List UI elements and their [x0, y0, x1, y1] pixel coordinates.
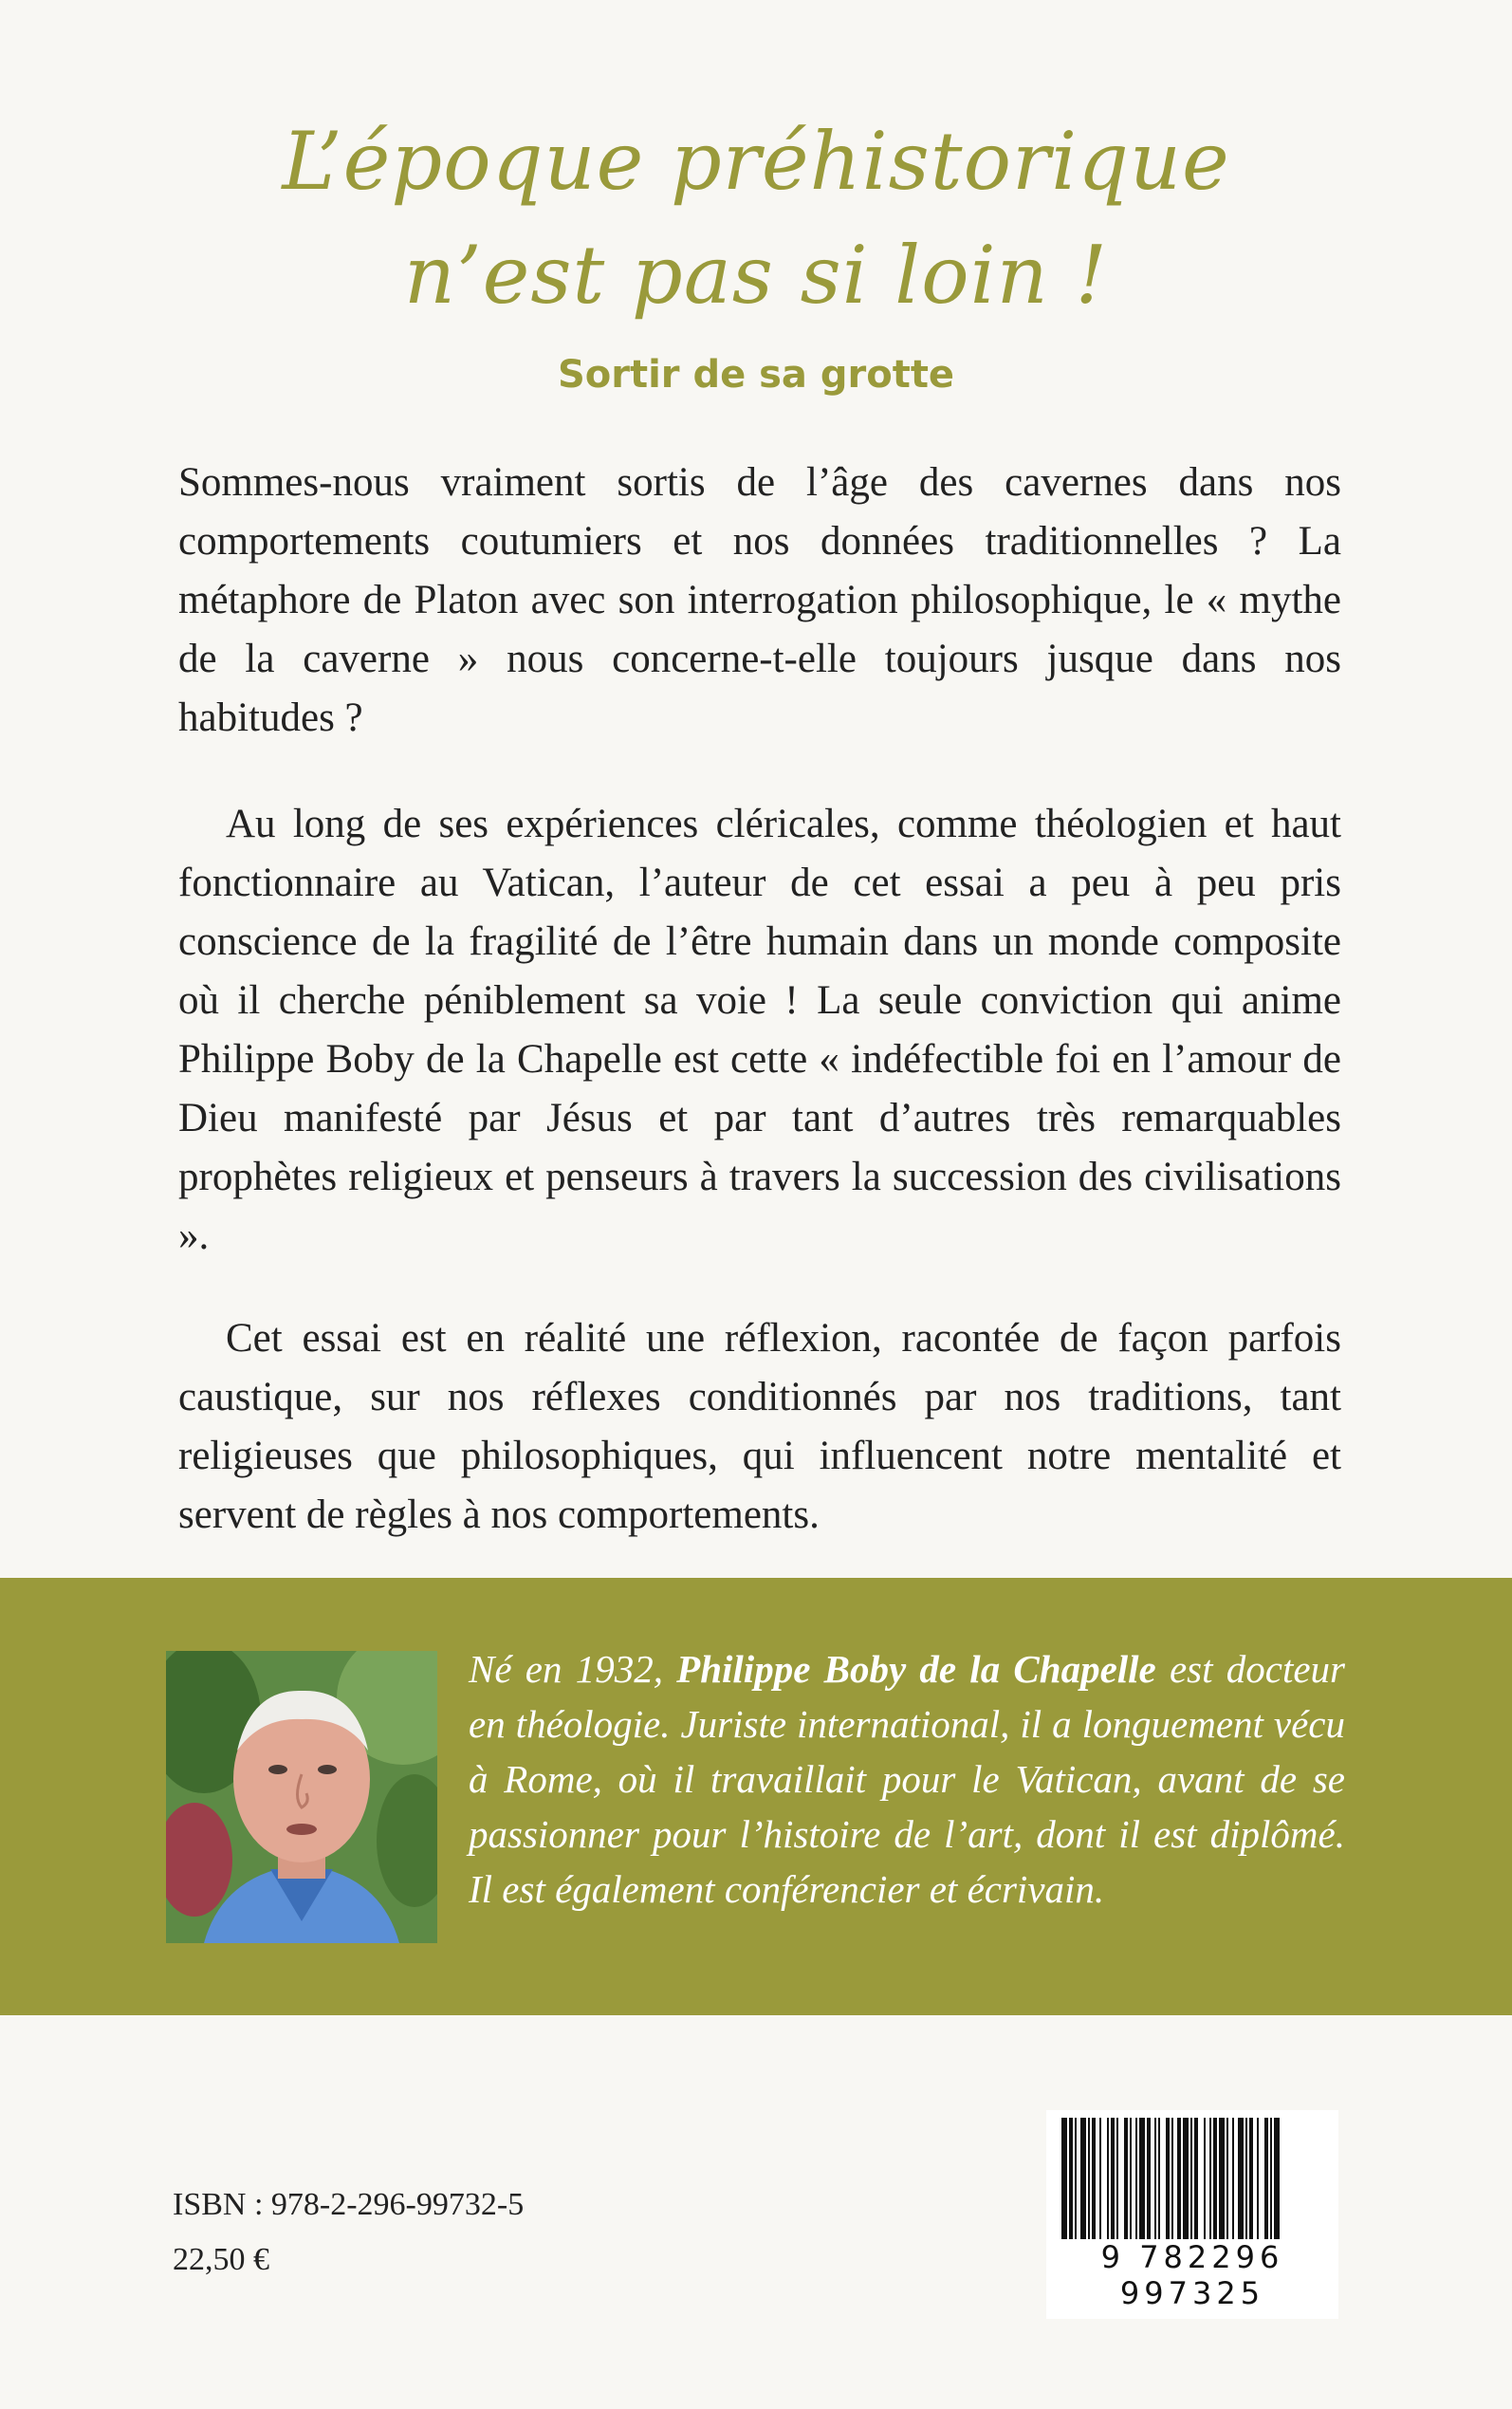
barcode-bar	[1171, 2118, 1173, 2239]
book-subtitle: Sortir de sa grotte	[557, 353, 955, 397]
barcode-bar	[1116, 2118, 1118, 2239]
barcode-bar	[1061, 2118, 1067, 2239]
barcode-bar	[1183, 2118, 1189, 2239]
barcode-bar	[1092, 2118, 1096, 2239]
author-name: Philippe Boby de la Chapelle	[676, 1647, 1156, 1691]
bio-rest: est docteur en théologie. Juriste international, il a longuement vécu à Rome, où il travaillait pour le Vatican, avant de se passionner pour l’histoire de l’art, dont il est diplômé. Il est également conférencier et écrivain.	[469, 1647, 1345, 1911]
barcode-bar	[1088, 2118, 1090, 2239]
author-photo	[166, 1651, 437, 1943]
barcode-bar	[1204, 2118, 1206, 2239]
bio-intro: Né en 1932,	[469, 1647, 677, 1691]
barcode-bar	[1166, 2118, 1170, 2239]
author-portrait-image	[166, 1651, 437, 1943]
barcode-bar	[1124, 2118, 1128, 2239]
title-line-2: n’est pas si loin !	[403, 229, 1109, 322]
barcode-bar	[1107, 2118, 1109, 2239]
barcode-bar	[1274, 2118, 1280, 2239]
barcode-bar	[1135, 2118, 1137, 2239]
barcode-bar	[1264, 2118, 1268, 2239]
book-title	[0, 104, 1512, 332]
blurb-paragraph-3: Cet essai est en réalité une réflexion, racontée de façon parfois caustique, sur nos réflexes conditionnés par nos traditions, tant religieuses que philosophiques, qui influencent notre mentalité et servent de règles à nos comportements.	[178, 1316, 1341, 1537]
barcode-bar	[1219, 2118, 1225, 2239]
barcode-bar	[1139, 2118, 1145, 2239]
barcode-bar	[1154, 2118, 1156, 2239]
blurb-paragraph-1: Sommes-nous vraiment sortis de l’âge des cavernes dans nos comportements coutumiers et nos données traditionnelles ? La métaphore de Platon avec son interrogation philosophique, le « mythe de la caverne » nous concerne-t-elle toujours jusque dans nos habitudes ?	[178, 460, 1341, 740]
barcode-bar	[1111, 2118, 1115, 2239]
barcode-bar	[1080, 2118, 1086, 2239]
barcode-bar	[1257, 2118, 1259, 2239]
barcode-digits: 9 782296 997325	[1100, 2239, 1284, 2311]
price-label: 22,50 €	[173, 2242, 269, 2277]
barcode-bar	[1177, 2118, 1181, 2239]
barcode-bar	[1075, 2118, 1077, 2239]
barcode-bar	[1099, 2118, 1101, 2239]
author-bio	[469, 1641, 1345, 1917]
barcode-bar	[1190, 2118, 1192, 2239]
barcode-bar	[1130, 2118, 1132, 2239]
barcode-bar	[1249, 2118, 1253, 2239]
barcode-bar	[1270, 2118, 1272, 2239]
barcode-bar	[1232, 2118, 1234, 2239]
barcode-bar	[1245, 2118, 1247, 2239]
title-line-1: L’époque préhistorique	[282, 115, 1230, 208]
barcode-bar	[1238, 2118, 1244, 2239]
blurb-paragraph-2: Au long de ses expériences cléricales, comme théologien et haut fonctionnaire au Vatican, l’auteur de cet essai a peu à peu pris conscience de la fragilité de l’être humain dans un monde composite où il cherche péniblement sa voie ! La seule conviction qui anime Philippe Boby de la Chapelle est cette « indéfectible foi en l’amour de Dieu manifesté par Jésus et par tant d’autres très remarquables prophètes religieux et penseurs à travers la succession des civilisations ».	[178, 802, 1341, 1258]
barcode-bar	[1158, 2118, 1160, 2239]
barcode-bar	[1226, 2118, 1228, 2239]
barcode-bar	[1147, 2118, 1151, 2239]
barcode-bar	[1213, 2118, 1217, 2239]
isbn-label: ISBN : 978-2-296-99732-5	[173, 2187, 525, 2222]
barcode-bar	[1194, 2118, 1198, 2239]
barcode-bar	[1209, 2118, 1211, 2239]
barcode-bar	[1069, 2118, 1073, 2239]
